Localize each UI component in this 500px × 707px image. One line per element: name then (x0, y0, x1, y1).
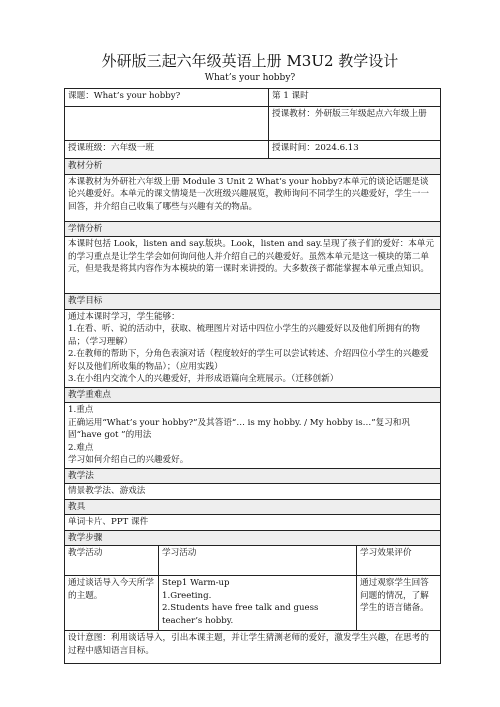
goals-line: 2.在教师的帮助下，分角色表演对话（程度较好的学生可以尝试转述、介绍四位小学生的兴趣爱好以及他们所收集的物品）；（应用实践） (68, 349, 429, 372)
goals-body-row (65, 309, 441, 387)
keypoints-line: 1.重点 (68, 405, 94, 415)
steps-header-row (65, 546, 441, 576)
topic-cell: 课题：What’s your hobby? (65, 89, 269, 107)
class-cell: 授课班级：六年级一班 (65, 141, 269, 159)
steps-heading: 教学步骤 (65, 530, 441, 546)
time-cell: 授课时间：2024.6.13 (269, 141, 441, 159)
students-body: 本课时包括 Look，listen and say.版块。Look，listen and say.呈现了孩子们的爱好：本单元的学习重点是让学生学会如何询问他人并介绍自己的兴趣爱好。虽然本单元是这一模块的第二单元，但是我是将其内容作为本模块的第一课时来讲授的。大多数孩子都能掌握本单元重点知识。 (65, 237, 441, 294)
material-heading-row (65, 159, 441, 175)
keypoints-heading-row (65, 387, 441, 403)
method-heading-row (65, 468, 441, 484)
keypoints-body (65, 403, 441, 469)
learning-line: 2.Students have free talk and guess teacher’s hobby. (162, 603, 319, 626)
tools-body-row (65, 515, 441, 531)
tools-heading-row (65, 499, 441, 515)
goals-line: 1.在看、听、说的活动中，获取、梳理图片对话中四位小学生的兴趣爱好以及他们所拥有的物品；（学习理解） (68, 324, 420, 347)
steps-evaluation-cell: 通过观察学生回答问题的情况，了解学生的语言储备。 (357, 576, 441, 631)
goals-line: 3.在小组内交流个人的兴趣爱好，并形成语篇向全班展示。（迁移创新） (68, 374, 339, 384)
students-body-row (65, 237, 441, 294)
textbook-blank-cell (65, 107, 269, 141)
material-body-row (65, 174, 441, 221)
material-heading: 教材分析 (65, 159, 441, 175)
keypoints-heading: 教学重难点 (65, 387, 441, 403)
steps-activity-cell: 通过谈话导入今天所学的主题。 (65, 576, 159, 631)
learning-line: 1.Greeting. (162, 590, 212, 601)
method-body-row (65, 484, 441, 500)
students-heading: 学情分析 (65, 221, 441, 237)
document-subtitle: What’s your hobby? (204, 73, 296, 83)
period-cell: 第 1 课时 (269, 89, 441, 107)
tools-body: 单词卡片、PPT 课件 (65, 515, 441, 531)
keypoints-line: 学习如何介绍自己的兴趣爱好。 (68, 455, 189, 465)
steps-col-activity: 教学活动 (65, 546, 159, 576)
method-body: 情景教学法、游戏法 (65, 484, 441, 500)
textbook-cell: 授课教材：外研版三年级起点六年级上册 (269, 107, 441, 141)
goals-heading: 教学目标 (65, 294, 441, 310)
design-row (65, 631, 441, 664)
goals-line: 通过本课时学习，学生能够： (68, 311, 180, 322)
steps-col-learning: 学习活动 (159, 546, 357, 576)
document-title: 外研版三起六年级英语上册 M3U2 教学设计 (101, 52, 399, 70)
students-heading-row (65, 221, 441, 237)
keypoints-line: 2.难点 (68, 442, 94, 453)
design-intent: 设计意图：利用谈话导入，引出本课主题，并让学生猜测老师的爱好，激发学生兴趣，在思考的过程中感知语言目标。 (65, 631, 441, 664)
steps-col-evaluation: 学习效果评价 (357, 546, 441, 576)
topic-row (65, 89, 441, 107)
steps-learning-cell (159, 576, 357, 631)
goals-body (65, 309, 441, 387)
learning-line: Step1 Warm-up (162, 578, 230, 588)
steps-heading-row (65, 530, 441, 546)
keypoints-line: 正确运用“What’s your hobby?”及其答语“… is my hobby. / My hobby is…”复习和巩固“have got ”的用法 (68, 417, 410, 440)
tools-heading: 教具 (65, 499, 441, 515)
textbook-row (65, 107, 441, 141)
keypoints-body-row (65, 403, 441, 469)
material-body: 本课教材为外研社六年级上册 Module 3 Unit 2 What’s your hobby?本单元的谈论话题是谈论兴趣爱好。本单元的课文情境是一次班级兴趣展览，教师询问不同学生的兴趣爱好，学生一一回答，并介绍自己收集了哪些与兴趣有关的物品。 (65, 174, 441, 221)
goals-heading-row (65, 294, 441, 310)
lesson-plan-table (64, 88, 441, 664)
class-row (65, 141, 441, 159)
steps-row (65, 576, 441, 631)
method-heading: 教学法 (65, 468, 441, 484)
